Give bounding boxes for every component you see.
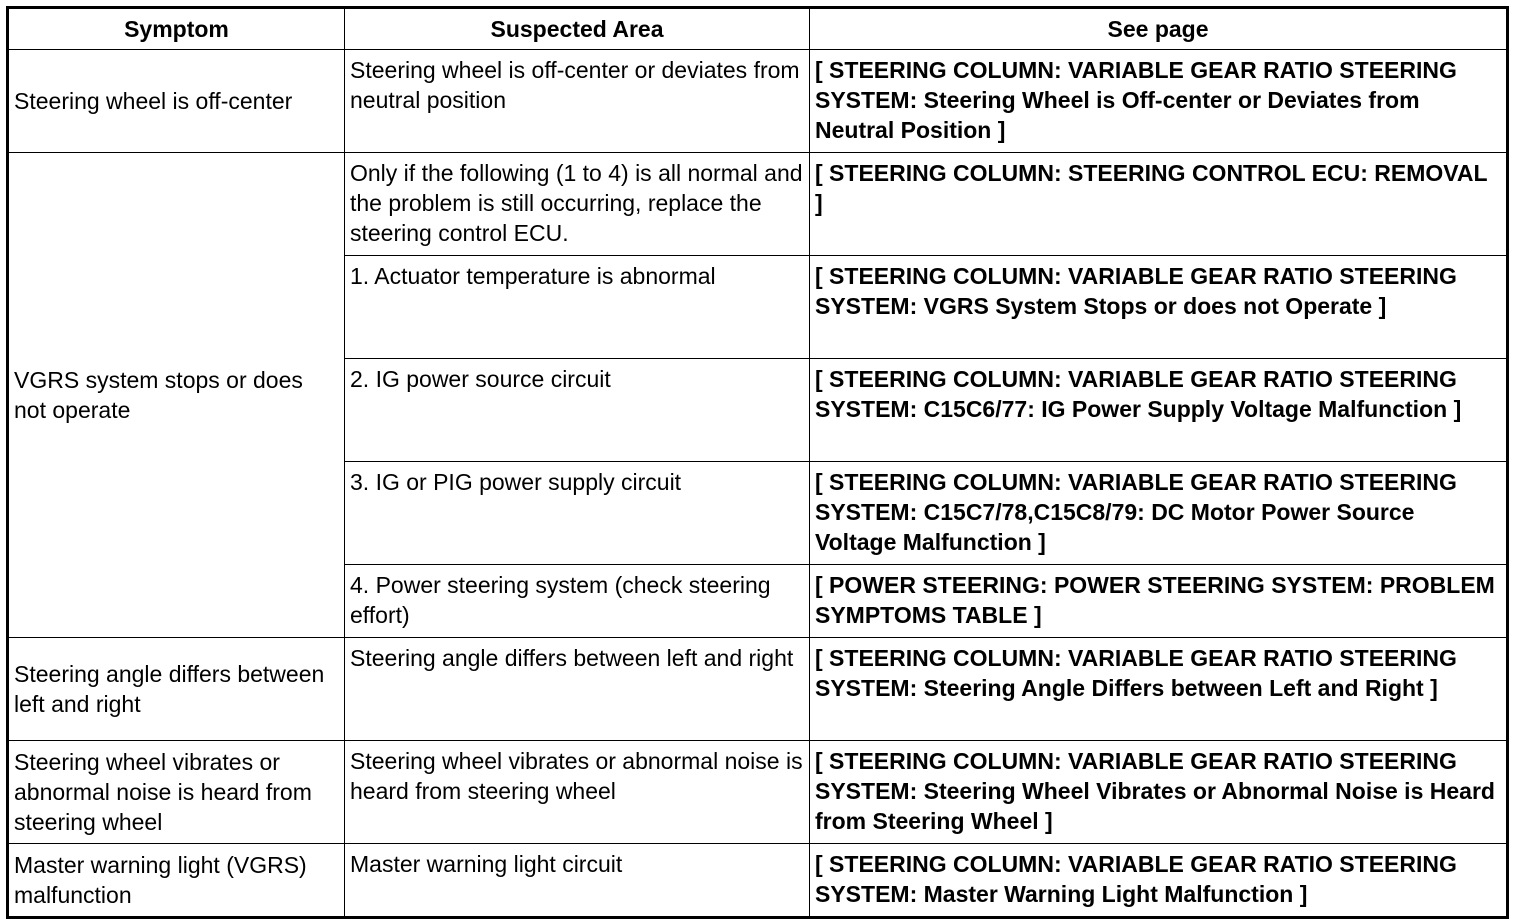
see-page-link[interactable]: [ STEERING COLUMN: STEERING CONTROL ECU: REMOVAL ] bbox=[810, 153, 1508, 256]
symptom-cell: VGRS system stops or does not operate bbox=[8, 153, 345, 638]
table-row bbox=[8, 50, 1508, 153]
symptom-cell: Steering angle differs between left and right bbox=[8, 638, 345, 741]
suspected-area-cell: Master warning light circuit bbox=[345, 844, 810, 918]
see-page-link[interactable]: [ STEERING COLUMN: VARIABLE GEAR RATIO STEERING SYSTEM: Master Warning Light Malfunction ] bbox=[810, 844, 1508, 918]
header-symptom: Symptom bbox=[8, 8, 345, 50]
see-page-link[interactable]: [ STEERING COLUMN: VARIABLE GEAR RATIO STEERING SYSTEM: C15C7/78,C15C8/79: DC Motor Power Source Voltage Malfunction ] bbox=[810, 462, 1508, 565]
symptom-cell: Steering wheel is off-center bbox=[8, 50, 345, 153]
suspected-area-cell: 4. Power steering system (check steering effort) bbox=[345, 565, 810, 638]
table-row bbox=[8, 844, 1508, 918]
suspected-area-cell: 2. IG power source circuit bbox=[345, 359, 810, 462]
suspected-area-cell: 1. Actuator temperature is abnormal bbox=[345, 256, 810, 359]
suspected-area-cell: Steering angle differs between left and right bbox=[345, 638, 810, 741]
see-page-link[interactable]: [ STEERING COLUMN: VARIABLE GEAR RATIO STEERING SYSTEM: Steering Angle Differs between Left and Right ] bbox=[810, 638, 1508, 741]
suspected-area-cell: Only if the following (1 to 4) is all normal and the problem is still occurring, replace the steering control ECU. bbox=[345, 153, 810, 256]
symptom-cell: Steering wheel vibrates or abnormal noise is heard from steering wheel bbox=[8, 741, 345, 844]
see-page-link[interactable]: [ POWER STEERING: POWER STEERING SYSTEM: PROBLEM SYMPTOMS TABLE ] bbox=[810, 565, 1508, 638]
suspected-area-cell: 3. IG or PIG power supply circuit bbox=[345, 462, 810, 565]
table-row bbox=[8, 638, 1508, 741]
problem-symptoms-table bbox=[6, 6, 1509, 919]
see-page-link[interactable]: [ STEERING COLUMN: VARIABLE GEAR RATIO STEERING SYSTEM: C15C6/77: IG Power Supply Voltage Malfunction ] bbox=[810, 359, 1508, 462]
header-suspected-area: Suspected Area bbox=[345, 8, 810, 50]
see-page-link[interactable]: [ STEERING COLUMN: VARIABLE GEAR RATIO STEERING SYSTEM: VGRS System Stops or does not Operate ] bbox=[810, 256, 1508, 359]
suspected-area-cell: Steering wheel is off-center or deviates from neutral position bbox=[345, 50, 810, 153]
suspected-area-cell: Steering wheel vibrates or abnormal noise is heard from steering wheel bbox=[345, 741, 810, 844]
see-page-link[interactable]: [ STEERING COLUMN: VARIABLE GEAR RATIO STEERING SYSTEM: Steering Wheel is Off-center or Deviates from Neutral Position ] bbox=[810, 50, 1508, 153]
header-see-page: See page bbox=[810, 8, 1508, 50]
symptom-cell: Master warning light (VGRS) malfunction bbox=[8, 844, 345, 918]
table-row bbox=[8, 153, 1508, 256]
see-page-link[interactable]: [ STEERING COLUMN: VARIABLE GEAR RATIO STEERING SYSTEM: Steering Wheel Vibrates or Abnormal Noise is Heard from Steering Wheel ] bbox=[810, 741, 1508, 844]
table-header-row bbox=[8, 8, 1508, 50]
table-row bbox=[8, 741, 1508, 844]
